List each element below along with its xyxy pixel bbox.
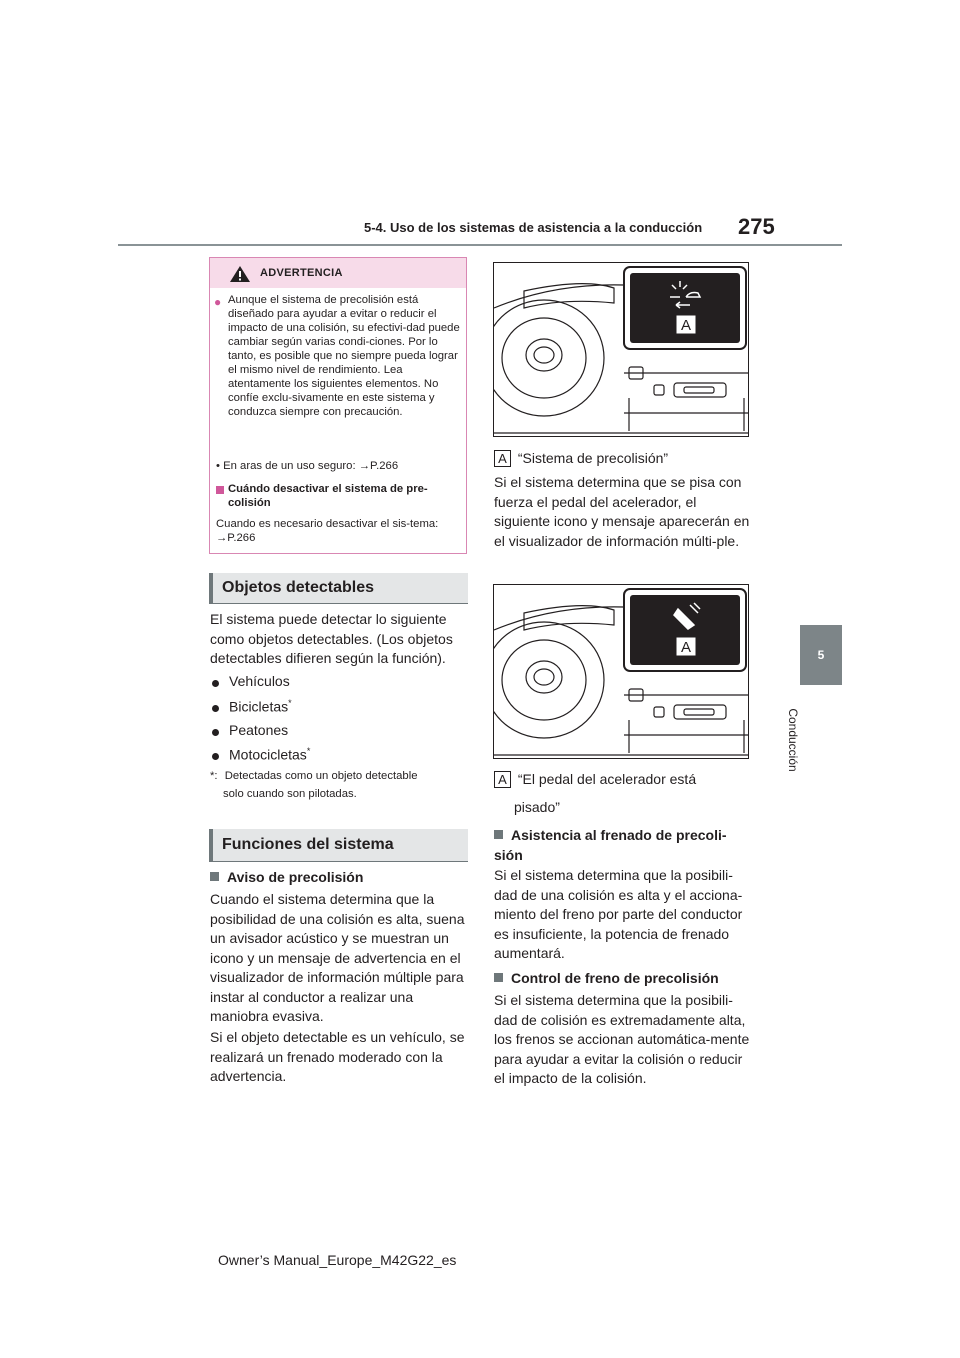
warning-subhead-square-icon [216, 486, 224, 494]
aviso-text-2: Si el objeto detectable es un vehículo, se realizará un frenado moderado con la advertencia. [210, 1029, 465, 1084]
caption-1: A “Sistema de precolisión” [494, 449, 668, 469]
chapter-tab[interactable] [800, 625, 842, 685]
control-text: Si el sistema determina que la posibili-dad de colisión es extremadamente alta, los frenos se accionan automática-mente para ayudar a evitar la colisión o reducir el impacto de la colisión. [494, 992, 750, 1086]
footnote: *: Detectadas como un objeto detectable solo cuando son pilotadas. [210, 770, 418, 800]
objetos-heading: Objetos detectables [209, 573, 468, 604]
dashboard-illustration-precolision [493, 262, 749, 437]
square-bullet-icon [210, 872, 219, 881]
bullet-icon [212, 705, 219, 712]
warning-bullet-icon: ● [214, 295, 222, 309]
bullet-icon [212, 753, 219, 760]
caption-2: A “El pedal del acelerador está [494, 770, 696, 790]
square-bullet-icon [494, 973, 503, 982]
bullet-icon [212, 680, 219, 687]
warning-bullet-text: Aunque el sistema de precolisión está diseñado para ayudar a evitar o reducir el impacto de una colisión, su efectivi-dad puede cambiar según varias condi-ciones. Por lo tanto, es posible que no siempre pueda lograr el mismo nivel de rendimiento. Lea atentamente los siguientes elementos. No confíe exclu-sivamente en este sistema y conduzca siempre con precaución. [228, 294, 460, 418]
section-title: 5-4. Uso de los sistemas de asistencia a la conducción [364, 220, 703, 235]
caption-2-cont: pisado” [514, 799, 560, 815]
asistencia-text: Si el sistema determina que la posibili-dad de una colisión es alta y el acciona-miento del freno por parte del conductor es insuficiente, la potencia de frenado aumentará. [494, 867, 743, 961]
aviso-heading: Aviso de precolisión [210, 868, 363, 888]
label-a-box: A [494, 771, 511, 788]
image-label-a: A [680, 317, 692, 334]
warning-box [209, 257, 467, 554]
footer-text: Owner’s Manual_Europe_M42G22_es [218, 1252, 457, 1268]
warning-subhead: Cuándo desactivar el sistema de pre-colisión [228, 483, 428, 509]
warning-triangle-icon [229, 265, 251, 283]
bullet-icon [212, 729, 219, 736]
warning-header [210, 258, 466, 288]
chapter-label [783, 708, 803, 772]
funciones-heading: Funciones del sistema [209, 829, 468, 862]
square-bullet-icon [494, 830, 503, 839]
label-a-box: A [494, 450, 511, 467]
aviso-text: Cuando el sistema determina que la posibilidad de una colisión es alta, suena un avisador acústico y se muestran un icono y un mensaje de advertencia en el visualizador de información múltiple para instar al conductor a realizar una maniobra evasiva. [210, 891, 465, 1024]
header-divider [118, 244, 842, 246]
warning-sub-text: Cuando es necesario desactivar el sis-tema: →P.266 [216, 518, 439, 544]
warning-title: ADVERTENCIA [260, 267, 343, 279]
right-para-1: Si el sistema determina que se pisa con fuerza el pedal del acelerador, el siguiente icono y mensaje aparecerán en el visualizador de información múlti-ple. [494, 474, 750, 549]
objetos-intro: El sistema puede detectar lo siguiente como objetos detectables. (Los objetos detectables difieren según la función). [210, 611, 453, 666]
page-number: 275 [738, 214, 775, 239]
dashboard-illustration-pedal [493, 584, 749, 759]
warning-ref-link[interactable]: • En aras de un uso seguro: →P.266 [216, 460, 399, 472]
control-heading: Control de freno de precolisión [494, 969, 719, 989]
image-label-a: A [680, 639, 692, 656]
asistencia-heading: Asistencia al frenado de precoli-sión [494, 827, 727, 863]
chapter-number: 5 [817, 648, 825, 662]
chapter-label-text: Conducción [786, 708, 800, 772]
